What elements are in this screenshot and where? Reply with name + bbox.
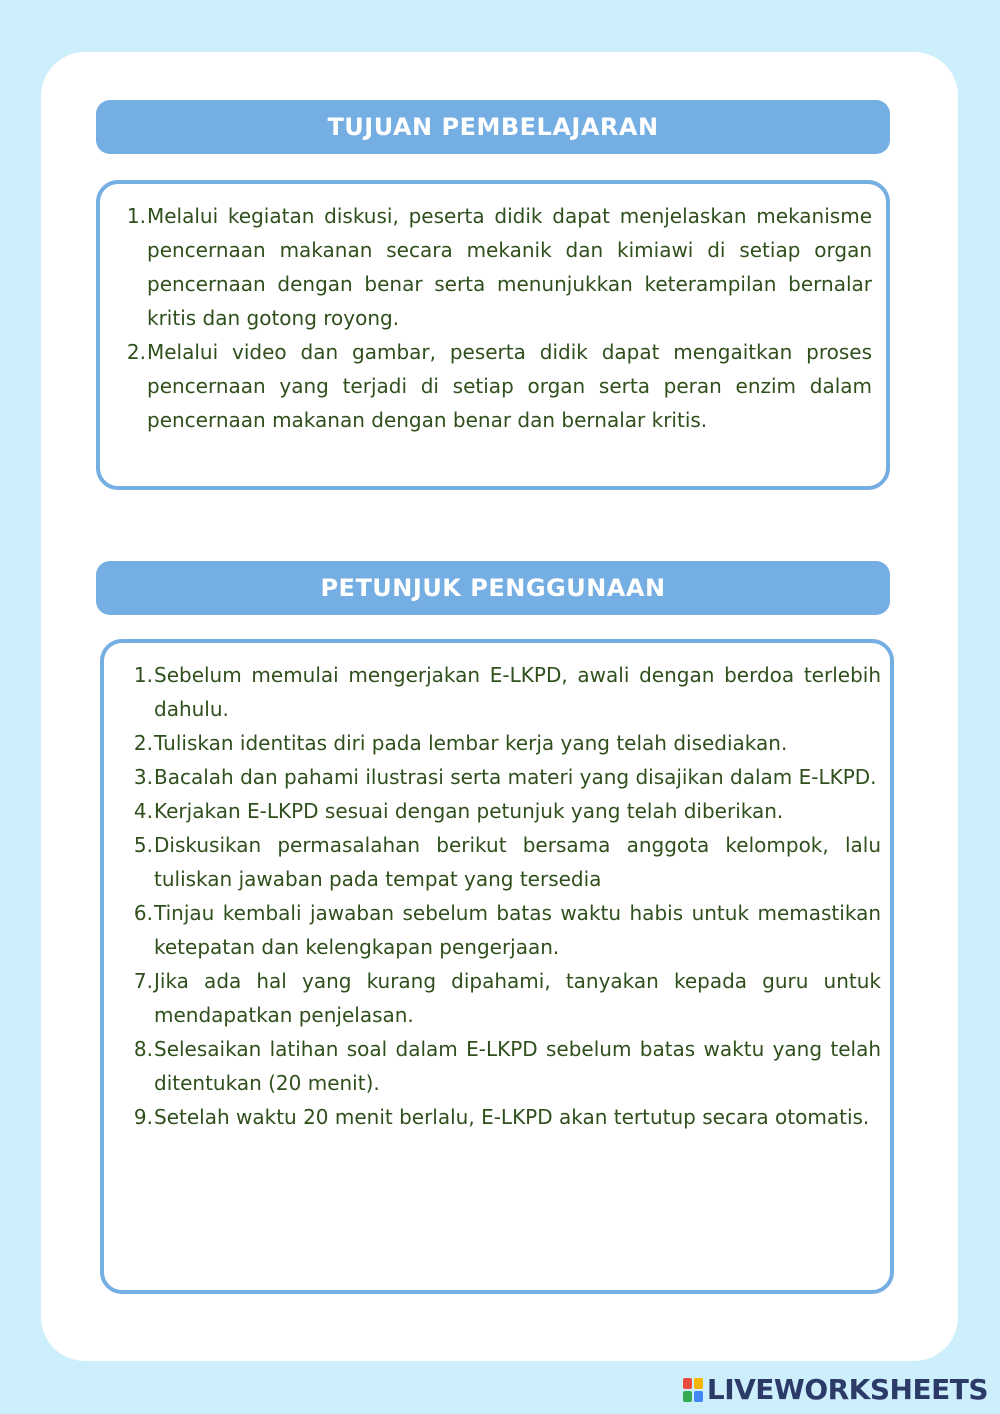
item-text: Jika ada hal yang kurang dipahami, tanyakan kepada guru untuk mendapatkan penjelasan.	[154, 969, 881, 1027]
list-item	[129, 794, 881, 828]
item-number: 4.	[133, 799, 153, 823]
item-number: 1.	[126, 204, 146, 228]
list-item	[129, 658, 881, 726]
item-number: 9.	[133, 1105, 153, 1129]
item-text: Setelah waktu 20 menit berlalu, E-LKPD akan tertutup secara otomatis.	[154, 1105, 870, 1129]
liveworksheets-logo[interactable]	[683, 1373, 988, 1406]
tujuan-list-box	[96, 180, 890, 490]
item-number: 8.	[133, 1037, 153, 1061]
list-item	[122, 335, 872, 437]
list-item	[129, 896, 881, 964]
item-text: Selesaikan latihan soal dalam E-LKPD sebelum batas waktu yang telah ditentukan (20 menit).	[154, 1037, 881, 1095]
item-number: 6.	[133, 901, 153, 925]
item-number: 3.	[133, 765, 153, 789]
item-text: Kerjakan E-LKPD sesuai dengan petunjuk yang telah diberikan.	[154, 799, 784, 823]
section-title-text: TUJUAN PEMBELAJARAN	[327, 113, 659, 141]
item-text: Melalui kegiatan diskusi, peserta didik dapat menjelaskan mekanisme pencernaan makanan secara mekanik dan kimiawi di setiap organ pencernaan dengan benar serta menunjukkan keterampilan bernalar kritis dan gotong royong.	[147, 204, 872, 330]
item-number: 7.	[133, 969, 153, 993]
list-item	[129, 1100, 881, 1134]
logo-text: LIVEWORKSHEETS	[706, 1373, 988, 1406]
petunjuk-list	[129, 658, 881, 1134]
list-item	[129, 760, 881, 794]
item-text: Melalui video dan gambar, peserta didik dapat mengaitkan proses pencernaan yang terjadi di setiap organ serta peran enzim dalam pencernaan makanan dengan benar dan bernalar kritis.	[147, 340, 872, 432]
item-text: Tinjau kembali jawaban sebelum batas waktu habis untuk memastikan ketepatan dan kelengkapan pengerjaan.	[154, 901, 881, 959]
item-text: Bacalah dan pahami ilustrasi serta materi yang disajikan dalam E-LKPD.	[154, 765, 877, 789]
item-text: Diskusikan permasalahan berikut bersama anggota kelompok, lalu tuliskan jawaban pada tempat yang tersedia	[154, 833, 881, 891]
item-number: 2.	[126, 340, 146, 364]
list-item	[129, 828, 881, 896]
liveworksheets-logo-icon	[683, 1378, 703, 1402]
list-item	[129, 964, 881, 1032]
petunjuk-list-box	[100, 639, 894, 1294]
section-title-petunjuk	[96, 561, 890, 615]
item-number: 2.	[133, 731, 153, 755]
section-title-text: PETUNJUK PENGGUNAAN	[320, 574, 666, 602]
item-number: 1.	[133, 663, 153, 687]
tujuan-list	[122, 199, 872, 437]
item-text: Sebelum memulai mengerjakan E-LKPD, awali dengan berdoa terlebih dahulu.	[154, 663, 881, 721]
section-title-tujuan	[96, 100, 890, 154]
list-item	[129, 1032, 881, 1100]
item-number: 5.	[133, 833, 153, 857]
list-item	[122, 199, 872, 335]
list-item	[129, 726, 881, 760]
item-text: Tuliskan identitas diri pada lembar kerja yang telah disediakan.	[154, 731, 788, 755]
